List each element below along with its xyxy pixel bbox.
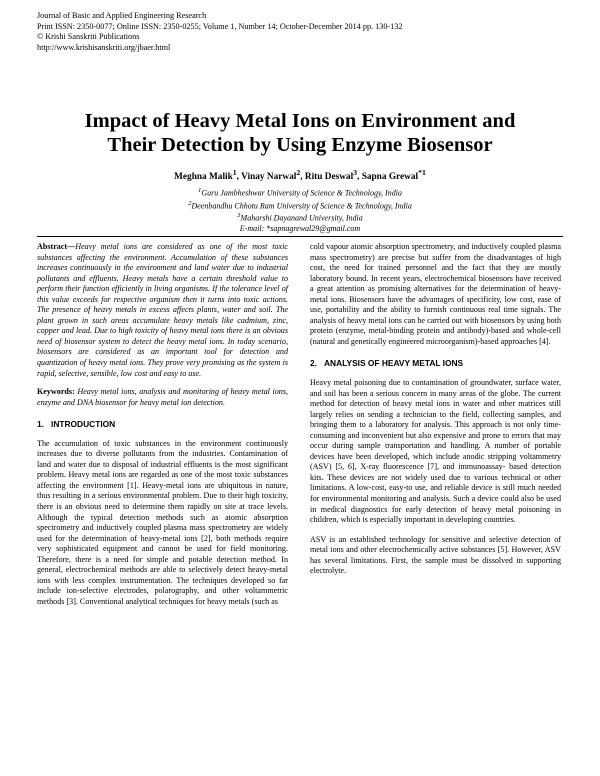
affiliation: $^1$Guru Jambheshwar University of Science & Technology, India [198, 187, 402, 198]
author: Sapna Grewal$^{*1}$ [361, 168, 426, 183]
author: Meghna Malik$^1$, [174, 168, 242, 183]
abstract-text: Heavy metal ions are considered as one of the most toxic substances affecting the environment. Accumulation of these substances increases continuously in the environment and land water due to industrial pollutants and effluents. Heavy metals have a certain threshold value to perform their function efficiently in living organisms. If the tolerance level of this value exceeds for respective organism then it turns into toxic actions. The presence of heavy metals in excess affects plants, water and soil. The plant grown in such areas accumulate heavy metals like cadmium, zinc, copper and lead. Due to high toxicity of heavy metal ions there is an obvious need of biosensor system to detect the heavy metal ions. In today scenario, biosensors are considered as an important tool for detection and quantization of heavy metal ions. They prove very promising as the system is rapid, selective, sensible, low cost and easy to use. [37, 242, 288, 378]
abstract [37, 242, 288, 379]
author: Ritu Deswal$^3$, [304, 168, 362, 183]
keywords-label: Keywords: [37, 387, 75, 397]
keywords [37, 387, 288, 408]
affiliation: $^2$Deenbandhu Chhotu Ram University of Science & Technology, India [188, 199, 412, 211]
section-heading-analysis: 2. ANALYSIS OF HEAVY METAL IONS [310, 358, 464, 369]
header-divider [37, 236, 563, 237]
paper-title-line-1: Impact of Heavy Metal Ions on Environment and [84, 110, 516, 132]
journal-publisher: © Krishi Sanskriti Publications [37, 32, 140, 42]
author-email[interactable]: E-mail: *sapnagrewal29@gmail.com [239, 223, 361, 233]
journal-name: Journal of Basic and Applied Engineering Research [37, 11, 207, 20]
abstract-label: Abstract— [37, 242, 76, 251]
paper-title [20, 109, 580, 157]
journal-url[interactable]: http://www.krishisanskriti.org/jbaer.html [37, 42, 171, 52]
right-column [310, 242, 561, 577]
section-heading-introduction: 1. INTRODUCTION [37, 419, 116, 430]
keywords-text: Heavy metal ions, analysis and monitoring of heavy metal ions, enzyme and DNA biosensor for heavy metal ion detection. [37, 387, 288, 407]
author-list [0, 168, 600, 182]
left-column [37, 242, 288, 608]
analysis-paragraph-2: ASV is an established technology for sensitive and selective detection of metal ions and other electrochemically active substances [5]. However, ASV has several limitations. First, the sample must be dissolved in supporting electrolyte. [310, 534, 561, 576]
paper-title-line-2: Their Detection by Using Enzyme Biosensor [107, 134, 493, 156]
introduction-text: The accumulation of toxic substances in the environment continuously increases due to diverse pollutants from the industries. Contamination of land and water due to disposal of industrial effluents is the most significant problem. Heavy metal ions are regarded as one of the most toxic substances affecting the environment [1]. Heavy-metal ions are ubiquitous in nature, thus resulting in a serious environmental problem. Due to their high toxicity, there is an obvious need to determine them rapidly on site at trace levels. Although the typical detection methods such as atomic absorption spectrometry and inductively coupled plasma mass spectrometry are widely used for the determination of heavy-metal ions [2], both methods require very sophisticated equipment and cannot be used for field monitoring. Therefore, there is a need for simple and potable detection method. In general, electrochemical methods are able to selectively detect heavy-metal ions with less complex instrumentation. The techniques developed so far include ion-selective electrodes, polarography, and other voltammetric methods [3]. Conventional analytical techniques for heavy metals (such as [37, 438, 288, 606]
journal-header [37, 11, 402, 53]
affiliation: $^3$Maharshi Dayanand University, India [237, 212, 363, 223]
affiliations [0, 186, 600, 234]
journal-issn: Print ISSN: 2350-0077; Online ISSN: 2350-0255; Volume 1, Number 14; October-December 2014 pp. 130-132 [37, 21, 403, 31]
introduction-continued-text: cold vapour atomic absorption spectrometry, and inductively coupled plasma mass spectrometry) are precise but suffer from the disadvantages of high cost, the need for trained personnel and the fact that they are mostly laboratory bound. In recent years, electrochemical biosensors have received a great attention as promising alternatives for the determination of heavy-metal ions. Biosensors have the advantages of specificity, low cost, ease of use, portability and the ability to furnish continuous real time signals. The analysis of heavy metal ions can be carried out with biosensors by using both protein (enzyme, metal-binding protein and antibody)-based and whole-cell (natural and genetically engineered microorganism)-based approaches [4]. [310, 242, 561, 346]
analysis-paragraph-1: Heavy metal poisoning due to contamination of groundwater, surface water, and soil has been a serious concern in many areas of the globe. The current method for detection of heavy metal ions in water and other matrices still largely relies on sending a technician to the field, collecting samples, and bringing them to a laboratory for analysis. This approach is not only time-consuming and inconvenient but also expensive and prone to errors that may occur during sample transportation and handling. A number of portable devices have been developed, which include anodic stripping voltammetry (ASV) [5, 6], X-ray fluorescence [7], and immunoassay- based detection kits. These devices are not widely used due to various technical or other limitations. A low-cost, easy-to use, and reliable device is still much needed for environmental monitoring and analysis. Such a device could also be used in medical diagnostics for early detection of heavy metal poisoning in children, which is especially important in developing countries. [310, 378, 561, 525]
author: Vinay Narwal$^2$, [241, 168, 305, 183]
